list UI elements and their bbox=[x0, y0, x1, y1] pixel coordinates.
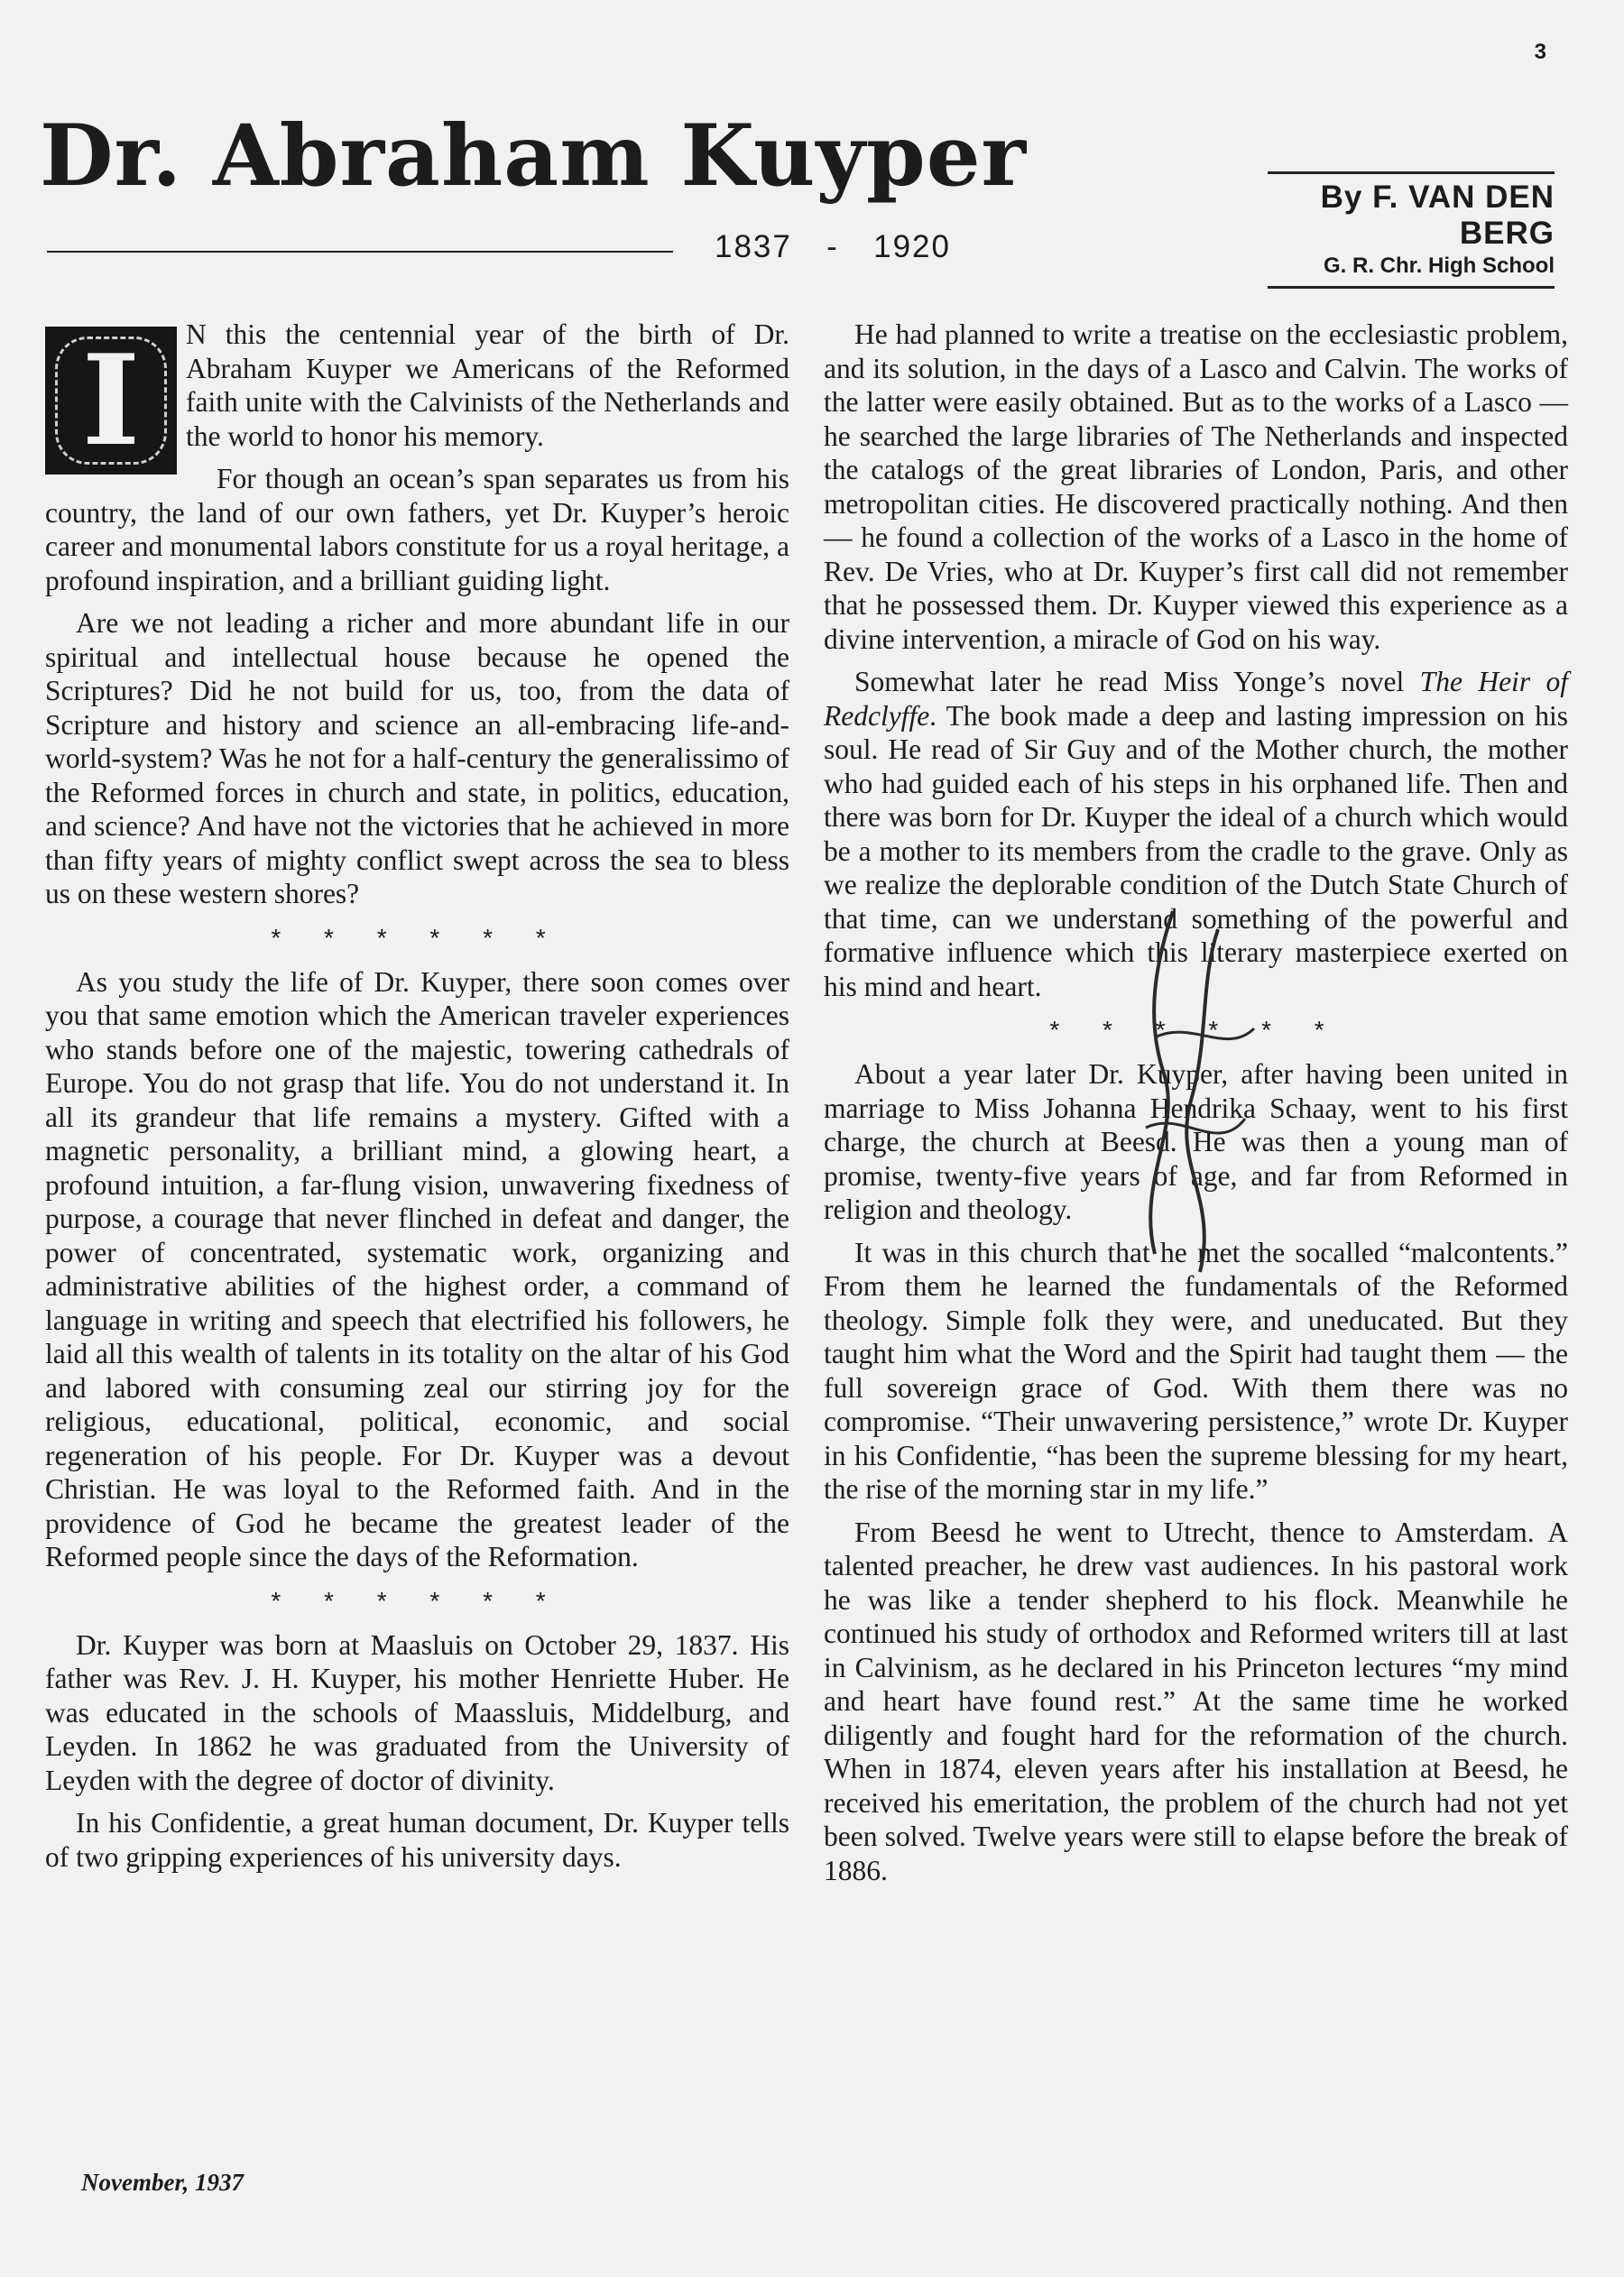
book-title: The Heir of Redclyffe bbox=[824, 666, 1568, 732]
paragraph-text: Somewhat later he read Miss Yonge’s novel bbox=[854, 666, 1420, 697]
pencil-scribble bbox=[1119, 893, 1281, 1290]
birth-year: 1837 bbox=[715, 229, 792, 264]
page-number: 3 bbox=[1534, 40, 1546, 64]
drop-cap bbox=[45, 327, 177, 475]
paragraph: About a year later Dr. Kuyper, after having been united in marriage to Miss Johanna Hendrika Schaay, went to his first charge, the church at Beesd. He was then a young man of promise, twenty-five years of age, and far from Reformed in religion and theology. bbox=[824, 1058, 1568, 1225]
paragraph: It was in this church that he met the socalled “malcontents.” From them he learned the fundamentals of the Reformed theology. Simple folk they were, and uneducated. But they taught him what the Word and the Spirit had taught them — the full sovereign grace of God. With them there was no compromise. “Their unwavering persistence,” wrote Dr. Kuyper in his Confidentie, “has been the supreme blessing for my heart, the rise of the morning star in my life.” bbox=[824, 1236, 1568, 1505]
drop-cap-letter: I bbox=[81, 327, 141, 474]
title-rule bbox=[47, 251, 673, 253]
paragraph: Dr. Kuyper was born at Maasluis on October 29, 1837. His father was Rev. J. H. Kuyper, his mother Henriette Huber. He was educated in the schools of Maassluis, Middelburg, and Leyden. In 1862 he was graduated from the University of Leyden with the degree of doctor of divinity. bbox=[45, 1628, 789, 1796]
paragraph-intro bbox=[45, 318, 789, 474]
paragraph: He had planned to write a treatise on the ecclesiastic problem, and its solution, in the days of a Lasco and Calvin. The works of the latter were easily obtained. But as to the works of a Lasco — he searched the large libraries of The Netherlands and inspected the catalogs of the great libraries of London, Paris, and other metropolitan cities. He discovered practically nothing. And then — he found a collection of the works of a Lasco in the home of Rev. De Vries, who at Dr. Kuyper’s first call did not remember that he possessed them. Dr. Kuyper viewed this experience as a divine intervention, a miracle of God on his way. bbox=[824, 318, 1568, 655]
issue-date: November, 1937 bbox=[81, 2169, 244, 2196]
paragraph: In his Confidentie, a great human document, Dr. Kuyper tells of two gripping experiences of his university days. bbox=[45, 1807, 789, 1873]
section-separator: * * * * * * bbox=[1049, 1016, 1343, 1044]
paragraph: For though an ocean’s span separates us from his country, the land of our own fathers, yet Dr. Kuyper’s heroic career and monumental labors constitute for us a royal heritage, a profound inspiration, and a brilliant guiding light. bbox=[45, 463, 789, 596]
paragraph-text: N this the centennial year of the birth of Dr. Abraham Kuyper we Americans of the Reformed faith unite with the Calvinists of the Netherlands and the world to honor his memory. bbox=[186, 318, 789, 452]
author-name: By F. VAN DEN BERG bbox=[1320, 180, 1555, 251]
paragraph-text: . The book made a deep and lasting impression on his soul. He read of Sir Guy and of the Mother church, the mother who had guided each of his steps in his orphaned life. Then and there was born for Dr. Kuyper the ideal of a church which would be a mother to its members from the cradle to the grave. Only as we realize the deplorable condition of the Dutch State Church of that time, can we understand something of the powerful and formative influence which this literary masterpiece exerted on his mind and heart. bbox=[824, 699, 1568, 1002]
byline bbox=[1268, 171, 1555, 289]
left-column bbox=[45, 318, 789, 1883]
paragraph: From Beesd he went to Utrecht, thence to Amsterdam. A talented preacher, he drew vast audiences. In his pastoral work he was like a tender shepherd to his flock. Meanwhile he continued his study of orthodox and Reformed writers till at last in Calvinism, as he declared in his Princeton lectures “my mind and heart have found rest.” At the same time he worked diligently and fought hard for the reformation of the church. When in 1874, eleven years after his installation at Beesd, he received his emeritation, the problem of the church had not yet been solved. Twelve years were still to elapse before the break of 1886. bbox=[824, 1516, 1568, 1886]
section-separator: * * * * * * bbox=[271, 1586, 564, 1615]
section-separator: * * * * * * bbox=[271, 923, 564, 952]
paragraph: Are we not leading a richer and more abundant life in our spiritual and intellectual house because he opened the Scriptures? Did he not build for us, too, from the data of Scripture and history and science an all-embracing life-and-world-system? Was he not for a half-century the generalissimo of the Reformed forces in church and state, in politics, education, and science? And have not the victories that he achieved in more than fifty years of mighty conflict swept across the sea to bless us on these western shores? bbox=[45, 607, 789, 909]
year-separator: - bbox=[826, 229, 839, 264]
article-title: Dr. Abraham Kuyper bbox=[40, 106, 1028, 206]
paragraph: As you study the life of Dr. Kuyper, there soon comes over you that same emotion which the American traveler experiences who stands before one of the majestic, towering cathedrals of Europe. You do not grasp that life. You do not understand it. In all its grandeur that life remains a mystery. Gifted with a magnetic personality, a brilliant mind, a glowing heart, a profound intuition, a far-flung vision, unwavering fixedness of purpose, a courage that never flinched in defeat and danger, the power of concentrated, systematic work, organizing and administrative abilities of the highest order, a command of language in writing and speech that electrified his followers, he laid all this wealth of talents in its totality on the altar of his God and labored with consuming zeal our stirring joy for the religious, educational, political, economic, and social regeneration of his people. For Dr. Kuyper was a devout Christian. He was loyal to the Reformed faith. And in the providence of God he became the greatest leader of the Reformed people since the days of the Reformation. bbox=[45, 965, 789, 1572]
author-school: G. R. Chr. High School bbox=[1323, 254, 1555, 278]
life-years bbox=[715, 229, 951, 265]
death-year: 1920 bbox=[873, 229, 951, 264]
